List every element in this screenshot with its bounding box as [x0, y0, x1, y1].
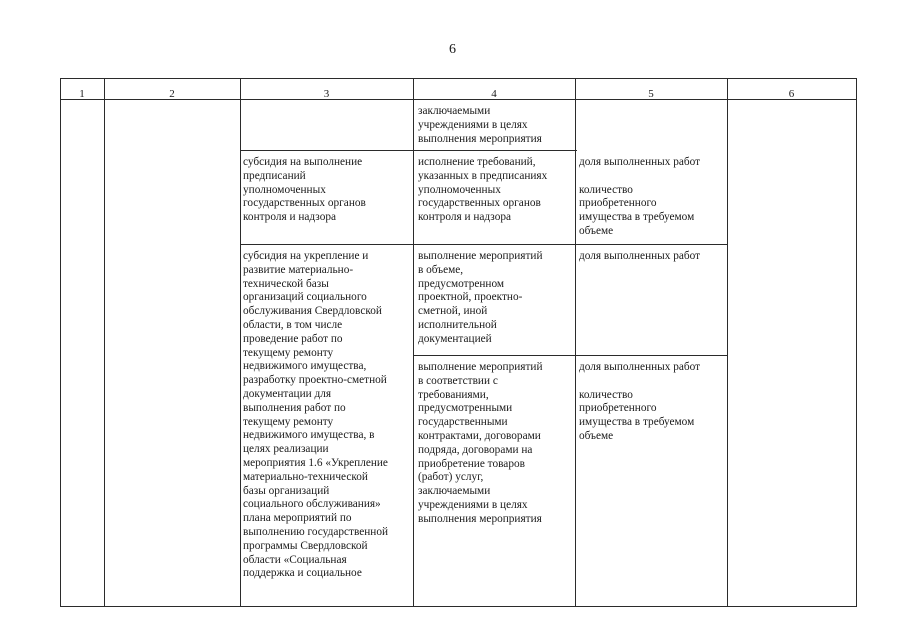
column-divider [240, 78, 241, 607]
cell-purpose: выполнение мероприятий в соответствии с требованиями, предусмотренными государственными контрактами, договорами подряда, договорами на приобретение товаров (работ) услуг, заключаемыми учреждениями в целях выполнения мероприятия [418, 361, 543, 525]
cell-purpose: выполнение мероприятий в объеме, предусмотренном проектной, проектно- сметной, иной исполнительной документацией [418, 250, 543, 345]
cell-purpose: исполнение требований, указанных в предписаниях уполномоченных государственных органов контроля и надзора [418, 156, 548, 224]
table-border-right [856, 78, 857, 607]
column-header: 2 [169, 88, 175, 100]
column-header: 3 [323, 88, 330, 100]
cell-purpose: заключаемыми учреждениями в целях выполнения мероприятия [418, 105, 542, 145]
column-divider [575, 78, 576, 607]
column-divider [60, 78, 61, 607]
cell-indicator: доля выполненных работ количество приобретенного имущества в требуемом объеме [579, 361, 701, 442]
column-header: 5 [648, 88, 654, 100]
table-border-bottom [60, 606, 857, 607]
cell-indicator: доля выполненных работ количество приобретенного имущества в требуемом объеме [579, 156, 701, 237]
column-header: 4 [491, 88, 497, 100]
cell-indicator: доля выполненных работ [579, 250, 701, 262]
column-header: 6 [788, 88, 795, 100]
column-header: 1 [79, 88, 85, 100]
column-divider [727, 78, 728, 607]
cell-mechanism: субсидия на укрепление и развитие материально- технической базы организаций социального обслуживания Свердловской области, в том числе проведение работ по текущему ремонту недвижимого имущества, разработку проектно-сметной документации для выполнения работ по текущему ремонту недвижимого имущества, в целях реализации мероприятия 1.6 «Укрепление материально-технической базы организаций социального обслуживания» плана мероприятий по выполнению государственной программы Свердловской области «Социальная поддержка и социальное [243, 250, 389, 580]
table-border-top [60, 78, 857, 79]
page-number: 6 [449, 42, 456, 57]
row-divider [240, 244, 728, 245]
row-divider [413, 355, 728, 356]
row-divider [240, 150, 577, 151]
column-divider [104, 78, 105, 607]
cell-mechanism: субсидия на выполнение предписаний уполномоченных государственных органов контроля и надзора [243, 156, 366, 224]
column-divider [413, 78, 414, 607]
